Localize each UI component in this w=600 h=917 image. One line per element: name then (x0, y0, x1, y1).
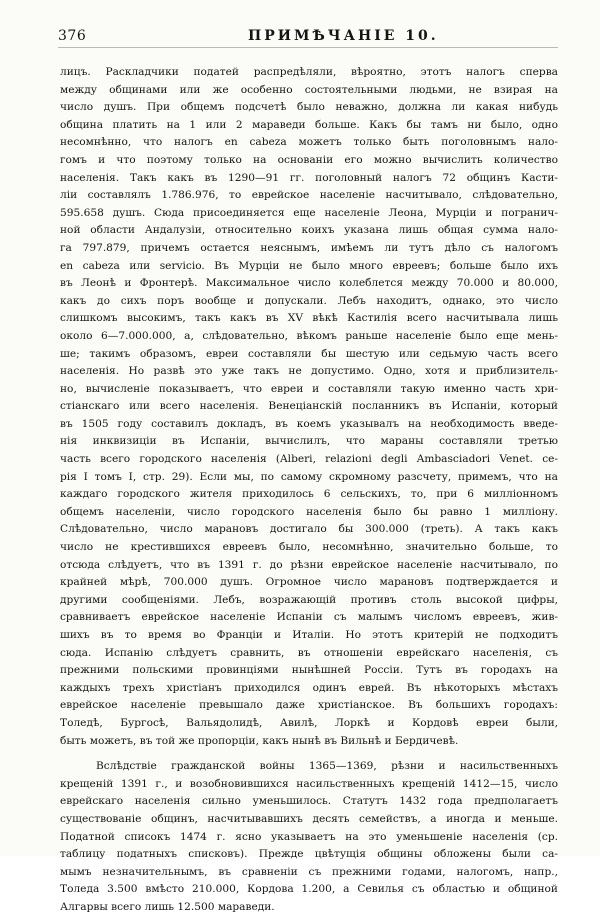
text-line: быть можетъ, въ той же пропорціи, какъ нынѣ въ Вильнѣ и Бердичевѣ. (60, 734, 459, 747)
text-line: Слѣдовательно, число марановъ достигало бы 300.000 (треть). А такъ какъ (60, 523, 558, 536)
text-line: число не крестившихся евреевъ было, несомнѣнно, значительно больше, то (60, 541, 558, 554)
text-line: ліи составлялъ 1.786.976, то еврейское населеніе насчитывало, слѣдовательно, (60, 189, 558, 202)
text-line: слишкомъ высокимъ, такъ какъ въ XV вѣкѣ Кастилія всего насчитывала лишь (60, 312, 558, 325)
page-header (58, 24, 558, 48)
text-line: сравниваетъ еврейское населеніе Испаніи съ малымъ числомъ евреевъ, жив- (60, 611, 558, 624)
text-line: Алгарвы всего лишь 12.500 мараведи. (60, 900, 275, 913)
text-line: Податной списокъ 1474 г. ясно указываетъ на это уменьшеніе населенія (ср. (60, 830, 558, 843)
text-line: отсюда слѣдуетъ, что въ 1391 г. до рѣзни еврейское населеніе насчитывало, по (60, 558, 558, 571)
text-line: таблицу податныхъ списковъ). Прежде цвѣтущія общины обложены были са- (60, 848, 558, 861)
text-line: каждыхъ трехъ христіанъ приходился одинъ еврей. Въ нѣкоторыхъ мѣстахъ (60, 681, 558, 694)
text-line: га 797.879, причемъ остается неяснымъ, имѣемъ ли тутъ дѣло съ налогомъ (60, 241, 558, 254)
text-line: несомнѣнно, что налогъ en cabeza можетъ только быть поголовнымъ нало- (60, 136, 558, 149)
page-number: 376 (58, 28, 87, 44)
text-line: часть всего городского населенія (Alberi, relazioni degli Ambasciadori Venet. се- (60, 453, 558, 466)
text-line: лицъ. Раскладчики податей распредѣляли, вѣроятно, этотъ налогъ сперва (60, 66, 558, 78)
paragraph-1 (60, 64, 558, 750)
text-line: ной области Андалузіи, относительно коихъ указана лишь общая сумма нало- (60, 224, 558, 237)
text-line: 595.658 душъ. Сюда присоединяется еще населеніе Леона, Мурціи и погранич- (60, 206, 558, 219)
body-text (60, 64, 558, 917)
text-line: существованіе общинъ, насчитывавшихъ десять семействъ, а иногда и меньше. (60, 812, 558, 825)
paragraph-2 (60, 758, 558, 916)
header-rule (58, 47, 558, 48)
text-line: но, вычисленіе показываетъ, что евреи и составляли такую именно часть хри- (60, 382, 558, 395)
text-line: шихъ въ то время во Франціи и Италіи. Но этотъ критерій не подходитъ (60, 629, 558, 641)
text-line: нія инквизиціи въ Испаніи, вычислилъ, что мараны составляли третью (60, 435, 558, 448)
text-line: ше; такимъ образомъ, евреи составляли бы шестую или седьмую часть всего (60, 347, 558, 360)
text-line: гомъ и что поэтому только на основаніи его можно вычислить количество (60, 153, 558, 166)
text-line: рія I томъ I, стр. 29). Если мы, по самому скромному разсчету, примемъ, что на (60, 470, 558, 483)
text-line: другими сообщеніями. Лебъ, возражающій противъ столь высокой цифры, (60, 593, 558, 606)
text-line: въ 1505 году составилъ докладъ, въ коемъ указывалъ на необходимость введе- (60, 417, 558, 430)
text-line: населенія. Но развѣ это уже такъ не допустимо. Одно, хотя и приблизитель- (60, 365, 558, 378)
text-line: община платить на 1 или 2 мараведи больше. Какъ бы тамъ ни было, одно (60, 118, 558, 131)
text-line: общемъ населеніи, число городского населенія было бы равно 1 милліону. (60, 505, 558, 518)
text-line: каждаго городского жителя приходилось 6 сельскихъ, то, при 6 милліонномъ (60, 488, 558, 501)
text-line: en cabeza или servicio. Въ Мурціи не было много евреевъ; больше было ихъ (60, 259, 558, 272)
text-line: Толедѣ, Бургосѣ, Вальядолидѣ, Авилѣ, Лоркѣ и Кордовѣ евреи были, (60, 716, 558, 729)
text-line: число душъ. При общемъ подсчетѣ было неважно, должна ли какая нибудь (60, 101, 558, 114)
text-line: еврейское населеніе превышало даже христіанское. Въ большихъ городахъ: (60, 699, 558, 712)
text-line: Толеда 3.500 вмѣсто 210.000, Кордова 1.200, а Севилья съ областью и общиной (60, 883, 558, 896)
text-line: около 6—7.000.000, а, слѣдовательно, вѣкомъ раньше населеніе было еще мень- (60, 329, 558, 342)
text-line: между общинами или же особенно состоятельными людьми, не взирая на (60, 83, 558, 96)
paragraph-gap (60, 750, 558, 758)
text-line: Вслѣдствіе гражданской войны 1365—1369, рѣзни и насильственныхъ (96, 760, 558, 773)
text-line: мымъ незначительнымъ, въ сравненіи съ прежними годами, налогомъ, напр., (60, 865, 558, 878)
text-line: сюда. Испанію слѣдуетъ сравнить, въ отношеніи еврейскаго населенія, съ (60, 646, 558, 659)
text-line: еврейскаго населенія сильно уменьшилось. Статутъ 1432 года предполагаетъ (60, 795, 558, 808)
text-line: какъ до сихъ поръ вообще и допускали. Лебъ находитъ, однако, это число (60, 294, 558, 307)
running-head: ПРИМѢЧАНІЕ 10. (248, 28, 439, 44)
text-line: стіанскаго или всего населенія. Венеціанскій посланникъ въ Испаніи, который (60, 400, 558, 413)
text-line: крещеній 1391 г., и возобновившихся насильственныхъ крещеній 1412—15, число (60, 777, 558, 790)
text-line: крайней мѣрѣ, 700.000 душъ. Огромное число марановъ подтверждается и (60, 576, 558, 589)
text-line: прежними польскими провинціями нынѣшней Россіи. Тутъ въ городахъ на (60, 664, 558, 677)
text-line: населенія. Такъ какъ въ 1290—91 гг. поголовный налогъ 72 общинъ Касти- (60, 171, 558, 184)
text-line: въ Леонѣ и Фронтерѣ. Максимальное число колеблется между 70.000 и 80.000, (60, 277, 558, 290)
